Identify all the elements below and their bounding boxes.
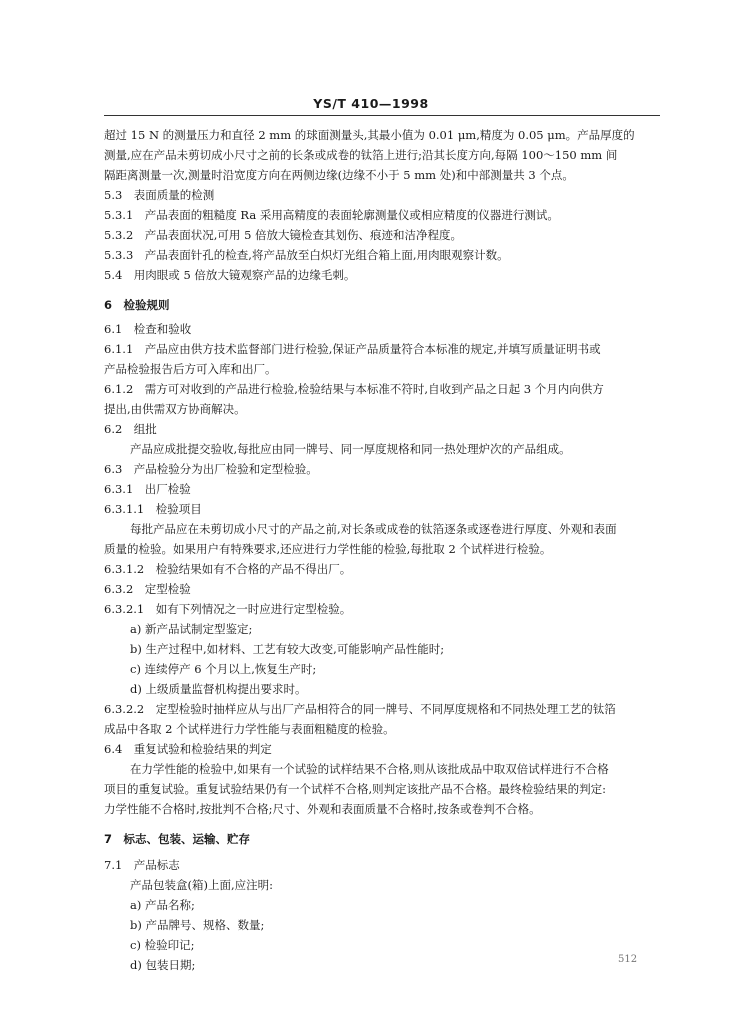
text-line: 质量的检验。如果用户有特殊要求,还应进行力学性能的检验,每批取 2 个试样进行检验。 (104, 542, 552, 556)
section-heading: 6.1 检查和验收 (104, 322, 192, 336)
text-line: 隔距离测量一次,测量时沿宽度方向在两侧边缘(边缘不小于 5 mm 处)和中部测量共 3 个点。 (104, 168, 574, 182)
text-line: 6.3.2.1 如有下列情况之一时应进行定型检验。 (104, 602, 352, 616)
chapter-heading: 7 标志、包装、运输、贮存 (104, 832, 251, 846)
standard-header: YS/T 410—1998 (313, 96, 429, 111)
page-number: 512 (618, 954, 638, 965)
text-line: 6.3.2.2 定型检验时抽样应从与出厂产品相符合的同一牌号、不同厚度规格和不同热处理工艺的钛箔 (104, 702, 616, 716)
list-item: c) 检验印记; (130, 938, 195, 952)
text-line: 项目的重复试验。重复试验结果仍有一个试样不合格,则判定该批产品不合格。最终检验结果的判定: (104, 782, 607, 796)
header-rule (104, 115, 660, 116)
text-line: 测量,应在产品未剪切成小尺寸之前的长条或成卷的钛箔上进行;沿其长度方向,每隔 100～150 mm 间 (104, 148, 618, 162)
section-heading: 6.3.1 出厂检验 (104, 482, 191, 496)
text-line: 每批产品应在未剪切成小尺寸的产品之前,对长条或成卷的钛箔逐条或逐卷进行厚度、外观和表面 (130, 522, 617, 536)
list-item: c) 连续停产 6 个月以上,恢复生产时; (130, 662, 317, 676)
text-line: 产品应成批提交验收,每批应由同一牌号、同一厚度规格和同一热处理炉次的产品组成。 (130, 442, 571, 456)
text-line: 6.1.2 需方可对收到的产品进行检验,检验结果与本标准不符时,自收到产品之日起 3 个月内向供方 (104, 382, 604, 396)
list-item: a) 新产品试制定型鉴定; (130, 622, 253, 636)
text-line: 6.3.1.2 检验结果如有不合格的产品不得出厂。 (104, 562, 352, 576)
list-item: b) 产品牌号、规格、数量; (130, 918, 265, 932)
text-line: 产品检验报告后方可入库和出厂。 (104, 362, 277, 376)
section-heading: 6.3.2 定型检验 (104, 582, 191, 596)
text-line: 5.3.3 产品表面针孔的检查,将产品放至白炽灯光组合箱上面,用肉眼观察计数。 (104, 248, 509, 262)
section-heading: 6.4 重复试验和检验结果的判定 (104, 742, 272, 756)
section-heading: 7.1 产品标志 (104, 858, 180, 872)
list-item: d) 包装日期; (130, 958, 196, 972)
list-item: d) 上级质量监督机构提出要求时。 (130, 682, 307, 696)
text-line: 成品中各取 2 个试样进行力学性能与表面粗糙度的检验。 (104, 722, 395, 736)
text-line: 6.3 产品检验分为出厂检验和定型检验。 (104, 462, 318, 476)
section-heading: 6.2 组批 (104, 422, 157, 436)
text-line: 超过 15 N 的测量压力和直径 2 mm 的球面测量头,其最小值为 0.01 μm,精度为 0.05 μm。产品厚度的 (104, 128, 635, 142)
text-line: 力学性能不合格时,按批判不合格;尺寸、外观和表面质量不合格时,按条或卷判不合格。 (104, 802, 541, 816)
section-heading: 5.3 表面质量的检测 (104, 188, 215, 202)
chapter-heading: 6 检验规则 (104, 298, 170, 312)
text-line: 6.1.1 产品应由供方技术监督部门进行检验,保证产品质量符合本标准的规定,并填写质量证明书或 (104, 342, 601, 356)
text-line: 5.3.2 产品表面状况,可用 5 倍放大镜检查其划伤、痕迹和洁净程度。 (104, 228, 463, 242)
list-item: b) 生产过程中,如材料、工艺有较大改变,可能影响产品性能时; (130, 642, 445, 656)
text-line: 5.3.1 产品表面的粗糙度 Ra 采用高精度的表面轮廓测量仪或相应精度的仪器进行测试。 (104, 208, 559, 222)
text-line: 提出,由供需双方协商解决。 (104, 402, 246, 416)
section-heading: 6.3.1.1 检验项目 (104, 502, 202, 516)
list-item: a) 产品名称; (130, 898, 195, 912)
text-line: 在力学性能的检验中,如果有一个试验的试样结果不合格,则从该批成品中取双倍试样进行不合格 (130, 762, 609, 776)
text-line: 产品包装盒(箱)上面,应注明: (130, 878, 274, 892)
text-line: 5.4 用肉眼或 5 倍放大镜观察产品的边缘毛刺。 (104, 268, 356, 282)
